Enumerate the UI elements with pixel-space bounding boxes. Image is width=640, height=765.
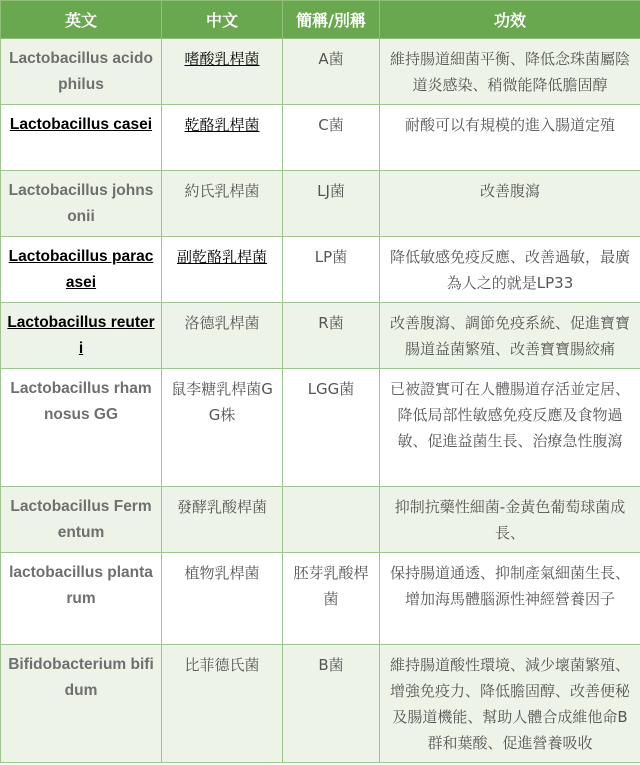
english-name: Lactobacillus Fermentum [1,487,162,553]
header-effect: 功效 [380,1,640,39]
table-row [1,553,640,645]
english-name: Lactobacillus acidophilus [1,39,162,105]
header-row [1,1,640,39]
header-english: 英文 [1,1,162,39]
abbreviation: 胚芽乳酸桿菌 [283,553,380,645]
effect-text: 已被證實可在人體腸道存活並定居、降低局部性敏感免疫反應及食物過敏、促進益菌生長、治療急性腹瀉 [380,369,640,487]
table-row [1,487,640,553]
table-row [1,237,640,303]
table-row [1,303,640,369]
chinese-name: 發酵乳酸桿菌 [162,487,283,553]
chinese-name: 約氏乳桿菌 [162,171,283,237]
abbreviation: LP菌 [283,237,380,303]
abbreviation: LJ菌 [283,171,380,237]
chinese-name: 比菲德氏菌 [162,645,283,763]
effect-text: 抑制抗藥性細菌-金黃色葡萄球菌成長、 [380,487,640,553]
english-name-link[interactable]: Lactobacillus reuteri [1,303,162,369]
chinese-name-link[interactable]: 副乾酪乳桿菌 [162,237,283,303]
chinese-name: 洛德乳桿菌 [162,303,283,369]
header-chinese: 中文 [162,1,283,39]
abbreviation: R菌 [283,303,380,369]
english-name: Lactobacillus rhamnosus GG [1,369,162,487]
table-row [1,645,640,763]
effect-text: 改善腹瀉、調節免疫系統、促進寶寶腸道益菌繁殖、改善寶寶腸絞痛 [380,303,640,369]
chinese-name-link[interactable]: 嗜酸乳桿菌 [162,39,283,105]
table-row [1,105,640,171]
english-name-link[interactable]: Lactobacillus paracasei [1,237,162,303]
chinese-name: 植物乳桿菌 [162,553,283,645]
english-name: Bifidobacterium bifidum [1,645,162,763]
effect-text: 改善腹瀉 [380,171,640,237]
abbreviation: B菌 [283,645,380,763]
chinese-name-link[interactable]: 乾酪乳桿菌 [162,105,283,171]
english-name: Lactobacillus johnsonii [1,171,162,237]
english-name: lactobacillus plantarum [1,553,162,645]
effect-text: 保持腸道通透、抑制產氣細菌生長、增加海馬體腦源性神經營養因子 [380,553,640,645]
table-row [1,369,640,487]
abbreviation [283,487,380,553]
abbreviation: A菌 [283,39,380,105]
table-row [1,171,640,237]
table-row [1,39,640,105]
abbreviation: LGG菌 [283,369,380,487]
chinese-name: 鼠李糖乳桿菌GG株 [162,369,283,487]
header-abbr: 簡稱/別稱 [283,1,380,39]
effect-text: 維持腸道酸性環境、減少壞菌繁殖、增強免疫力、降低膽固醇、改善便秘及腸道機能、幫助人體合成維他命B群和葉酸、促進營養吸收 [380,645,640,763]
english-name-link[interactable]: Lactobacillus casei [1,105,162,171]
effect-text: 耐酸可以有規模的進入腸道定殖 [380,105,640,171]
effect-text: 維持腸道細菌平衡、降低念珠菌屬陰道炎感染、稍微能降低膽固醇 [380,39,640,105]
effect-text: 降低敏感免疫反應、改善過敏，最廣為人之的就是LP33 [380,237,640,303]
abbreviation: C菌 [283,105,380,171]
